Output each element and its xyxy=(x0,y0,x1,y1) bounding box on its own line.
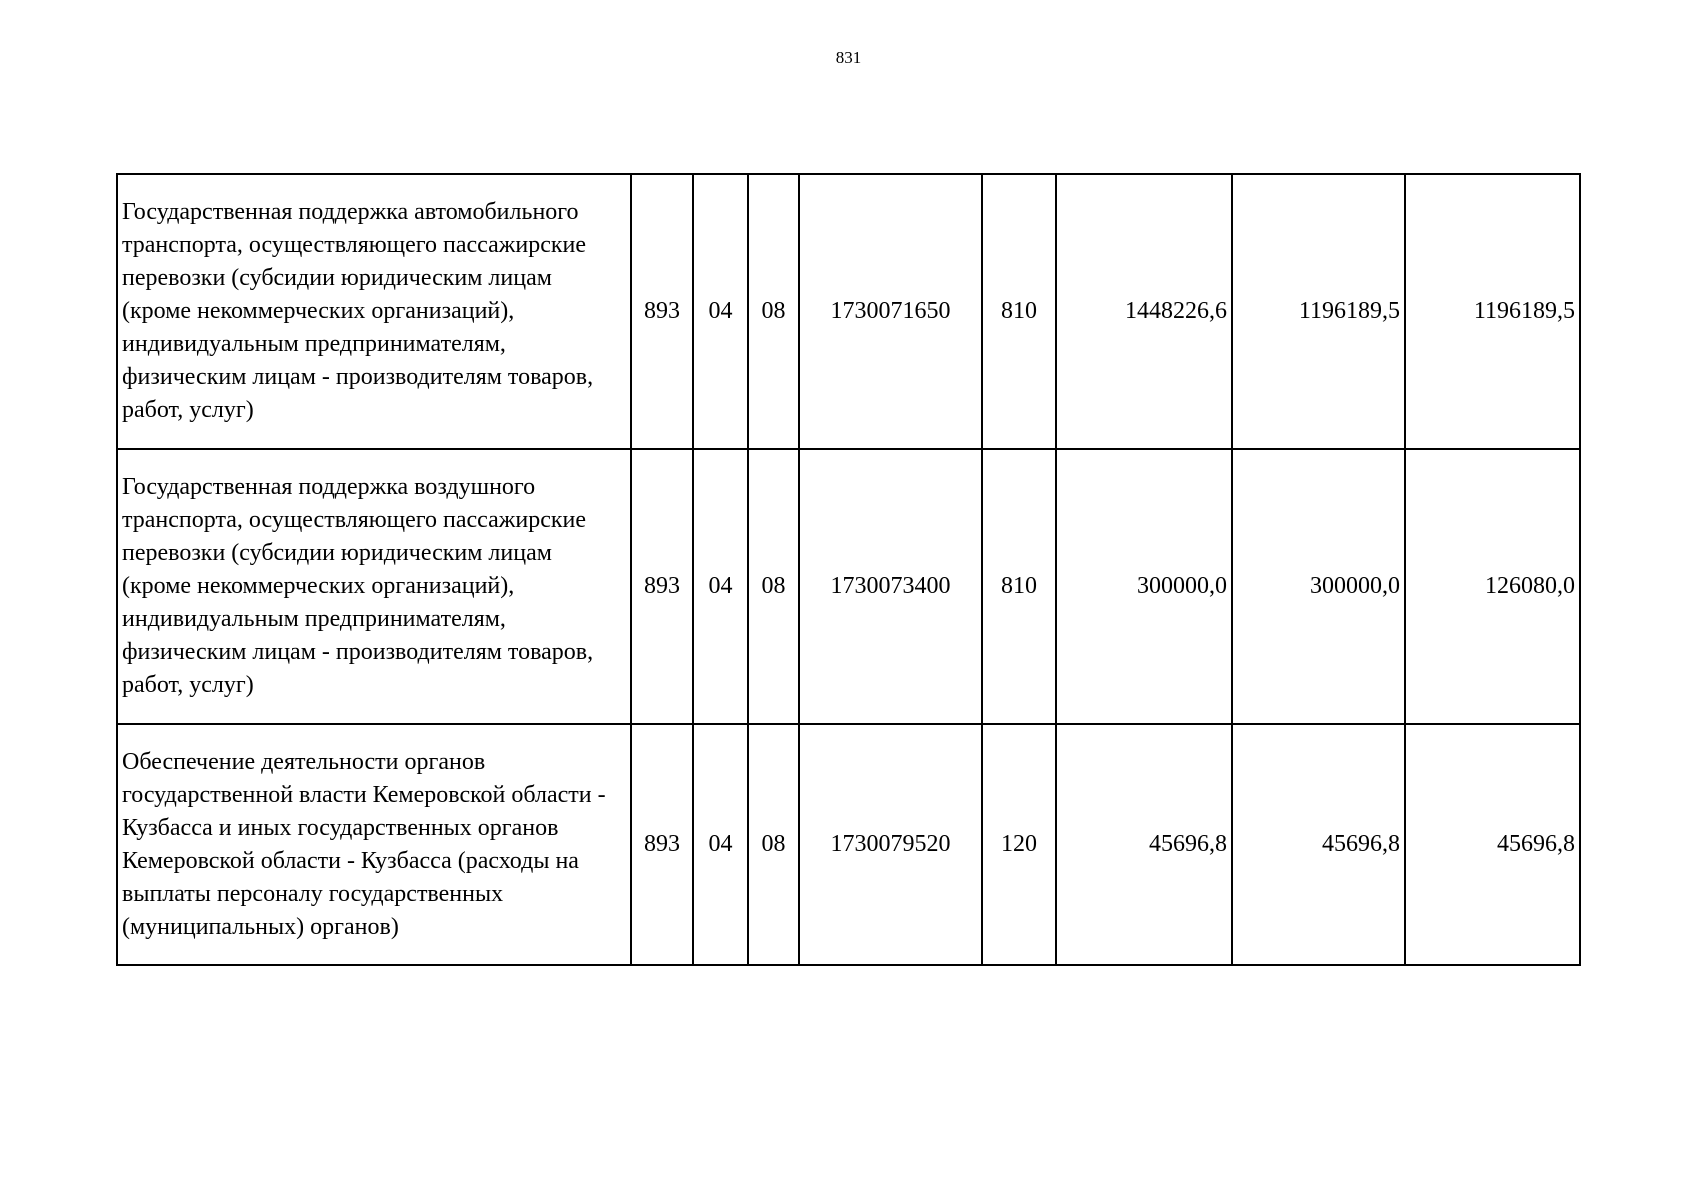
section-code: 04 xyxy=(693,174,748,449)
table-row xyxy=(117,449,1580,724)
expense-type-code: 810 xyxy=(982,449,1056,724)
amount-3: 126080,0 xyxy=(1405,449,1580,724)
amount-2: 1196189,5 xyxy=(1232,174,1405,449)
amount-1: 300000,0 xyxy=(1056,449,1232,724)
amount-3: 1196189,5 xyxy=(1405,174,1580,449)
ministry-code: 893 xyxy=(631,724,693,965)
section-code: 04 xyxy=(693,449,748,724)
subsection-code: 08 xyxy=(748,724,799,965)
target-item-code: 1730073400 xyxy=(799,449,982,724)
expense-type-code: 120 xyxy=(982,724,1056,965)
table-row xyxy=(117,724,1580,965)
amount-1: 1448226,6 xyxy=(1056,174,1232,449)
target-item-code: 1730079520 xyxy=(799,724,982,965)
budget-table xyxy=(116,173,1581,966)
subsection-code: 08 xyxy=(748,449,799,724)
row-description: Государственная поддержка воздушного транспорта, осуществляющего пассажирские перевозки (субсидии юридическим лицам (кроме некоммерческих организаций), индивидуальным предпринимателям, физическим лицам - производителям товаров, работ, услуг) xyxy=(117,449,631,724)
row-description: Государственная поддержка автомобильного транспорта, осуществляющего пассажирские перевозки (субсидии юридическим лицам (кроме некоммерческих организаций), индивидуальным предпринимателям, физическим лицам - производителям товаров, работ, услуг) xyxy=(117,174,631,449)
page-number: 831 xyxy=(835,48,862,67)
amount-1: 45696,8 xyxy=(1056,724,1232,965)
row-description: Обеспечение деятельности органов государственной власти Кемеровской области - Кузбасса и иных государственных органов Кемеровской области - Кузбасса (расходы на выплаты персоналу государственных (муниципальных) органов) xyxy=(117,724,631,965)
table-row xyxy=(117,174,1580,449)
amount-2: 300000,0 xyxy=(1232,449,1405,724)
expense-type-code: 810 xyxy=(982,174,1056,449)
subsection-code: 08 xyxy=(748,174,799,449)
amount-2: 45696,8 xyxy=(1232,724,1405,965)
ministry-code: 893 xyxy=(631,174,693,449)
target-item-code: 1730071650 xyxy=(799,174,982,449)
section-code: 04 xyxy=(693,724,748,965)
amount-3: 45696,8 xyxy=(1405,724,1580,965)
ministry-code: 893 xyxy=(631,449,693,724)
